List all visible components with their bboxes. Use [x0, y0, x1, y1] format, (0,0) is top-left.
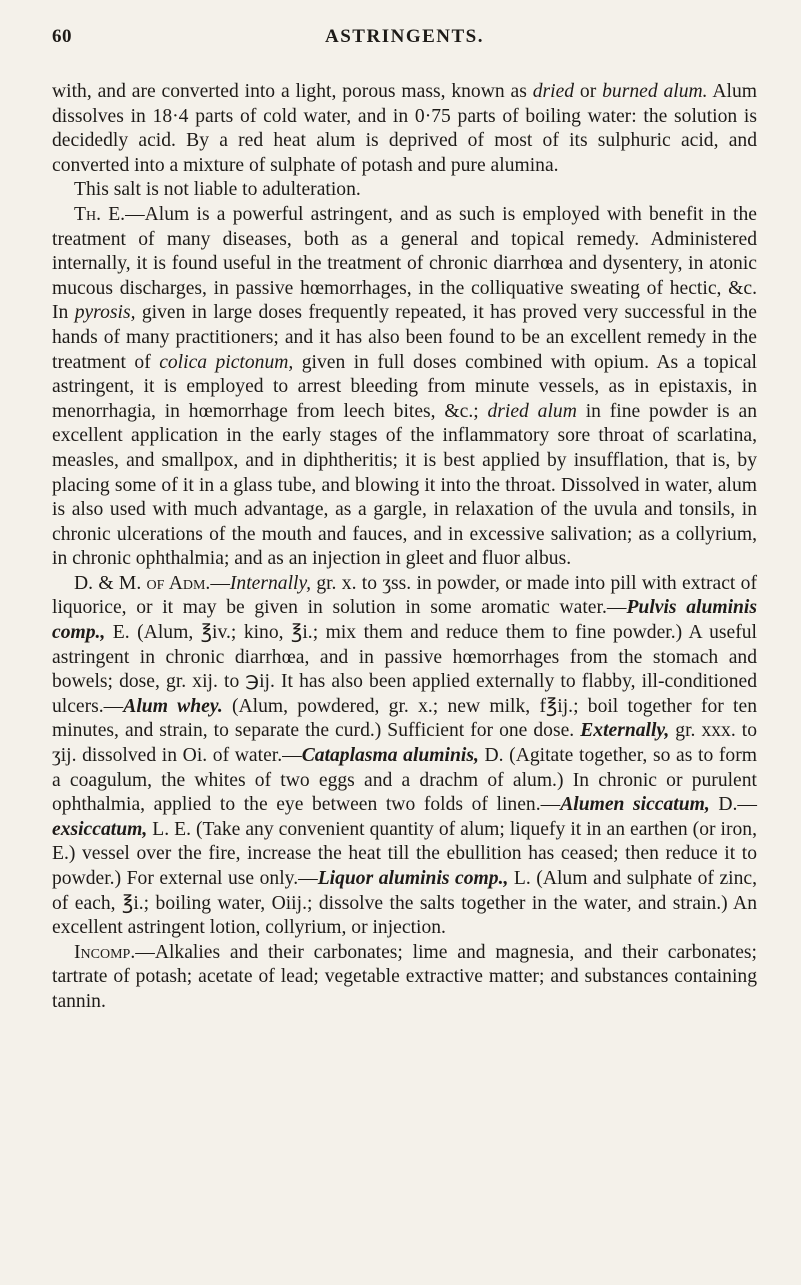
paragraph-therapeutics — [52, 203, 757, 572]
italic-term: Internally, — [229, 572, 311, 594]
text-run: Alum dissolves in 18·4 parts of cold water, and in 0·75 parts of boiling water: the solution is decidedly acid. By a red heat alum is deprived of most of its sulphuric acid, and converted into a mixture of sulphate of potash and pure alumina. — [52, 81, 758, 176]
text-run: gr. x. to ʒss. in powder, or made into pill with extract of liquorice, or it may be given in solution in some aromatic water.— — [52, 572, 757, 619]
preparation-name: Alumen siccatum, — [560, 794, 710, 816]
text-run: (Alum, powdered, gr. x.; new milk, f℥ij.; boil together for ten minutes, and strain, to separate the curd.) Sufficient for one dose. — [52, 695, 757, 742]
preparation-name: Cataplasma aluminis, — [301, 745, 479, 767]
italic-term: dried — [532, 81, 575, 102]
text-run: in fine powder is an excellent application in the early stages of the inflammatory sore throat of scarlatina, measles, and smallpox, and in diphtheritis; it is best applied by insufflation, that is, by placing some of it in a glass tube, and blowing it into the throat. Dissolved in water, alum is also used with much advantage, as a gargle, in relaxation of the uvula and tonsils, in chronic ulcerations of the mouth and fauces, and in excessive salivation; as a collyrium, in chronic ophthalmia; and as an injection in gleet and fluor albus. — [52, 400, 757, 570]
page-number: 60 — [52, 26, 72, 47]
text-run: —Alkalies and their carbonates; lime and magnesia, and their carbonates; tartrate of potash; acetate of lead; vegetable extractive matter; and substances containing tannin. — [52, 941, 757, 1012]
italic-term: dried alum — [487, 400, 577, 422]
preparation-name: exsiccatum, — [52, 818, 148, 840]
preparation-name: Liquor aluminis comp., — [317, 868, 509, 889]
italic-term: colica pictonum, — [159, 351, 294, 373]
text-run: with, and are converted into a light, porous mass, known as — [52, 81, 533, 102]
text-run: L. E. (Take any convenient quantity of alum; liquefy it in an earthen (or iron, E.) vessel over the fire, increase the heat till the ebullition has ceased; then reduce it to powder.) For external use only.— — [52, 818, 757, 889]
text-run: given in large doses frequently repeated, it has proved very successful in the hands of many practitioners; and it has also been found to be an excellent remedy in the treatment of — [52, 302, 757, 373]
paragraph-incompatibles — [52, 941, 757, 1015]
text-run: D.— — [709, 794, 757, 816]
text-run: —Alum is a powerful astringent, and as such is employed with benefit in the treatment of many diseases, both as a general and topical remedy. Administered internally, it is found useful in the treatment of chronic diarrhœa and dysentery, in atonic mucous discharges, in passive hœmorrhages, in the colliquative sweating of hectic, &c. In — [52, 203, 757, 324]
paragraph-adulteration: This salt is not liable to adulteration. — [74, 179, 361, 201]
text-run: D. (Agitate together, so as to form a coagulum, the whites of two eggs and a drachm of alum.) In chronic or purulent ophthalmia, applied to the eye between two folds of linen.— — [52, 745, 757, 816]
paragraph-dose-administration — [52, 572, 757, 941]
text-run: E. (Alum, ℥iv.; kino, ℥i.; mix them and reduce them to fine powder.) A useful astringent in chronic diarrhœa, and in passive hœmorrhages from the stomach and bowels; dose, gr. xij. to ℈ij. It has also been applied externally to flabby, ill-conditioned ulcers.— — [52, 622, 757, 717]
italic-term: pyrosis, — [74, 302, 136, 324]
preparation-name: Alum whey. — [123, 695, 223, 717]
text-run: L. (Alum and sulphate of zinc, of each, ℥i.; boiling water, Oiij.; dissolve the salts together in the water, and strain.) An excellent astringent lotion, collyrium, or injection. — [52, 868, 757, 939]
running-title: ASTRINGENTS. — [325, 26, 484, 47]
text-run: or — [574, 81, 603, 102]
section-label: D. & M. of Adm. — [74, 572, 211, 594]
section-label: Incomp. — [74, 941, 136, 963]
text-run: — — [210, 572, 230, 594]
running-head — [52, 26, 757, 56]
paragraph-alum-properties — [52, 80, 757, 178]
body-text — [52, 80, 757, 1015]
italic-term: Externally, — [580, 720, 670, 742]
text-run: given in full doses combined with opium. As a topical astringent, it is employed to arrest bleeding from minute vessels, as in epistaxis, in menorrhagia, in hœmorrhage from leech bites, &c.; — [52, 351, 758, 422]
section-label: Th. E. — [74, 203, 126, 225]
text-run: gr. xxx. to ʒij. dissolved in Oi. of water.— — [52, 720, 757, 767]
preparation-name: Pulvis aluminis comp., — [52, 597, 757, 644]
italic-term: burned alum. — [602, 81, 708, 102]
